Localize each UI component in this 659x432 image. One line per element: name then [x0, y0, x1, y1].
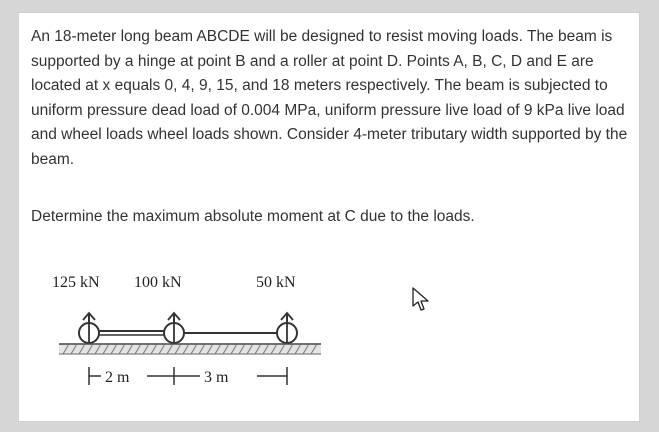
- problem-card: [18, 12, 640, 422]
- load-label-100: 100 kN: [134, 274, 182, 291]
- wheel-2: [164, 313, 184, 343]
- dimension-label-3m: 3 m: [204, 369, 229, 386]
- wheel-load-diagram: [19, 13, 641, 423]
- mouse-cursor-icon: [413, 288, 428, 310]
- wheel-1: [79, 313, 99, 343]
- wheel-3: [277, 313, 297, 343]
- load-label-125: 125 kN: [52, 274, 100, 291]
- dimension-label-2m: 2 m: [105, 369, 130, 386]
- ground-deck: [59, 344, 321, 354]
- problem-question: Determine the maximum absolute moment at C due to the loads.: [31, 208, 475, 225]
- load-label-50: 50 kN: [256, 274, 296, 291]
- problem-statement: An 18-meter long beam ABCDE will be designed to resist moving loads. The beam is supported by a hinge at point B and a roller at point D. Points A, B, C, D and E are located at x equals 0, 4, 9, 15, and 18 meters respectively. The beam is subjected to uniform pressure dead load of 0.004 MPa, uniform pressure live load of 9 kPa live load and wheel loads wheel loads shown. Consider 4-meter tributary width supported by the beam.: [31, 28, 628, 168]
